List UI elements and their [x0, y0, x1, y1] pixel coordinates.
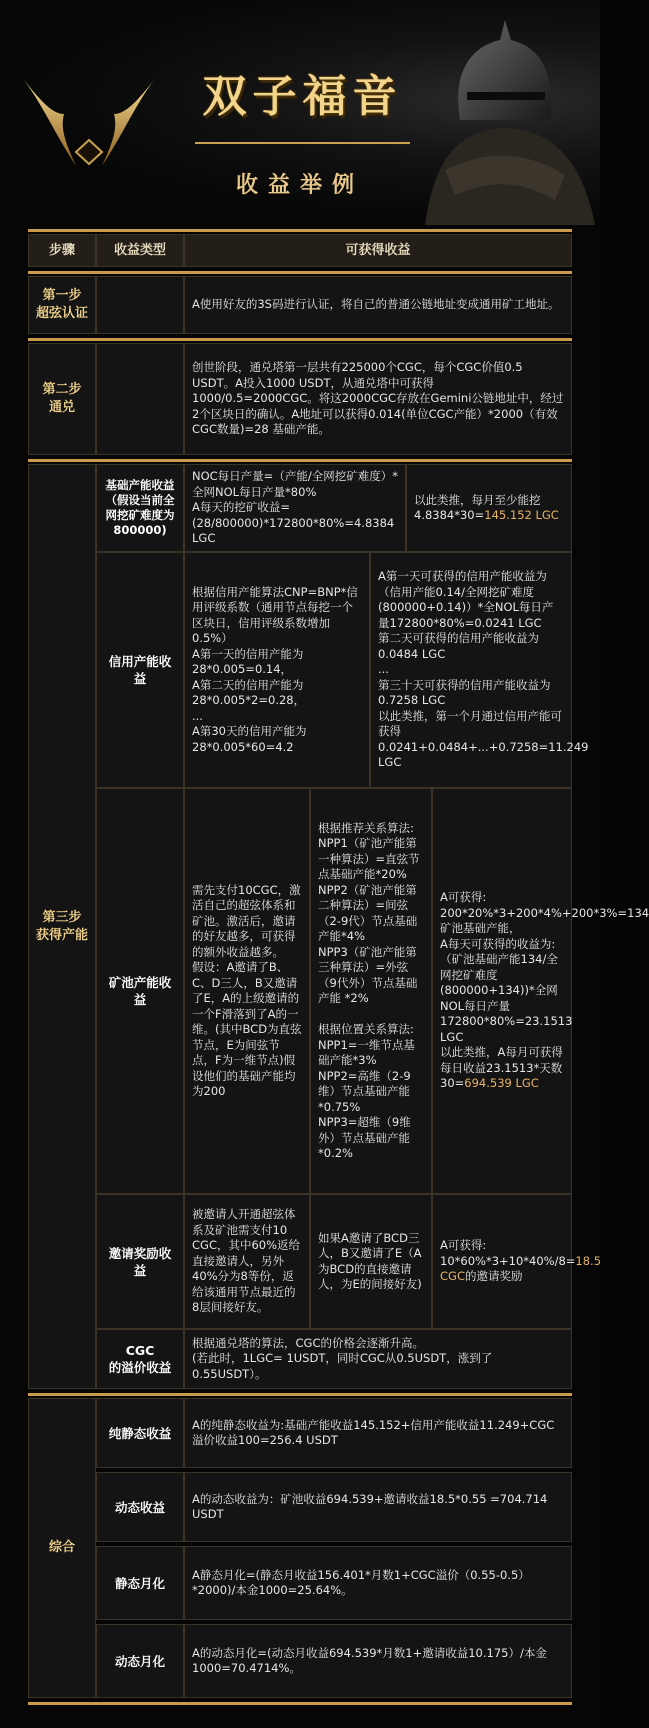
pool-result-text: A可获得: 200*20%*3+200*4%+200*3%=134矿池基础产能， A每天可获得的收益为:（矿池基础产能134/全网挖矿难度(800000+134))*全网NOL每日产量172800*80%=23.1513 LGC 以此类推，A每月可获得每日收益23.1513*天数30= [440, 890, 649, 1091]
cgc-premium-text: 根据通兑塔的算法，CGC的价格会逐渐升高。 (若此时，1LGC= 1USDT，同时CGC从0.5USDT，涨到了0.55USDT）。 [184, 1329, 572, 1389]
static-income-type: 纯静态收益 [96, 1398, 184, 1468]
step3-label-line2: 获得产能 [36, 927, 89, 943]
pool-capacity-intro: 需先支付10CGC，激活自己的超弦体系和矿池。激活后，邀请的好友越多，可获得的额外收益越多。 假设：A邀请了B、C、D三人，B又邀请了E，A的上级邀请的一个F滑落到了A的一维。(其中BCD为直弦节点，E为间弦节点，F为一维节点)假设他们的基础产能均为200 [184, 788, 310, 1194]
invite-reward-desc: 被邀请人开通超弦体系及矿池需支付10 CGC，其中60%返给直接邀请人，另外40%分为8等份，返给该通用节点最近的8层间接好友。 [184, 1194, 310, 1329]
divider [28, 459, 572, 462]
dynamic-income-text: A的动态收益为：矿池收益694.539+邀请收益18.5*0.55 =704.714 USDT [184, 1472, 572, 1542]
page-subtitle: 收益举例 [235, 173, 364, 198]
dynamic-monthly-type: 动态月化 [96, 1624, 184, 1698]
step1-label [28, 276, 96, 334]
step3-label [28, 464, 96, 1389]
divider [28, 1702, 572, 1705]
credit-capacity-type: 信用产能收益 [96, 552, 184, 788]
static-monthly-type: 静态月化 [96, 1546, 184, 1620]
pool-capacity-result [432, 788, 649, 1194]
step2-text-content: 创世阶段，通兑塔第一层共有225000个CGC，每个CGC价值0.5 USDT。A投入1000 USDT，从通兑塔中可获得 1000/0.5=2000CGC。将这2000CGC存放在Gemini公链地址中，经过2个区块日的确认。A地址可以获得0.014(单位CGC产能）*2000（有效CGC数量)=28 基础产能。 [192, 360, 564, 437]
step1-text [184, 276, 572, 334]
summary-label: 综合 [28, 1398, 96, 1698]
basic-result-text: 以此类推，每月至少能挖4.8384*30= [414, 492, 541, 522]
dynamic-monthly-text: A的动态月化=(动态月收益694.539*月数1+邀请收益10.175）/本金1000=70.4714%。 [184, 1624, 572, 1698]
static-income-text: A的纯静态收益为:基础产能收益145.152+信用产能收益11.249+CGC溢价收益100=256.4 USDT [184, 1398, 572, 1468]
basic-capacity-result [406, 464, 572, 552]
step2-label-line2: 通兑 [48, 400, 75, 415]
pool-capacity-type: 矿池产能收益 [96, 788, 184, 1194]
invite-reward-example: 如果A邀请了BCD三人，B又邀请了E（A为BCD的直接邀请人，为E的间接好友) [310, 1194, 432, 1329]
bat-wings-logo-icon [14, 74, 164, 174]
col-header-step: 步骤 [28, 234, 96, 267]
header-banner [0, 0, 600, 225]
divider [28, 229, 572, 232]
step1-type-empty [96, 276, 184, 334]
pool-capacity-rules: 根据推荐关系算法: NPP1（矿池产能第一种算法）=直弦节点基础产能*20% NPP2（矿池产能第二种算法）=间弦（2-9代）节点基础产能*4% NPP3（矿池产能第三种算法）=外弦（9代外）节点基础产能 *2% 根据位置关系算法: NPP1=一维节点基础产能*3% NPP2=高维（2-9维）节点基础产能*0.75% NPP3=超维（9维外）节点基础产能*0.2% [310, 788, 432, 1194]
title-underline [195, 142, 410, 144]
divider [28, 271, 572, 274]
step2-label-line1: 第二步 [42, 382, 82, 397]
step2-label [28, 343, 96, 455]
static-monthly-text: A静态月化=(静态月收益156.401*月数1+CGC溢价（0.55-0.5）*2000)/本金1000=25.64%。 [184, 1546, 572, 1620]
divider [28, 1393, 572, 1396]
step2-type-empty [96, 343, 184, 455]
basic-capacity-calc: NOC每日产量=（产能/全网挖矿难度）*全网NOL每日产量*80% A每天的挖矿收益=(28/800000)*172800*80%=4.8384 LGC [184, 464, 406, 552]
basic-capacity-type: 基础产能收益（假设当前全网挖矿难度为800000) [96, 464, 184, 552]
basic-result-value: 145.152 LGC [484, 508, 559, 522]
invite-result-text: A可获得: 10*60%*3+10*40%/8= [440, 1238, 576, 1268]
step3-label-line1: 第三步 [42, 909, 82, 925]
invite-result-value: 18.5 CGC [440, 1253, 602, 1284]
page-title: 双子福音 [202, 71, 403, 122]
divider [28, 338, 572, 341]
step1-label-line1: 第一步 [42, 288, 82, 303]
dynamic-income-type: 动态收益 [96, 1472, 184, 1542]
invite-result-suffix: 的邀请奖励 [464, 1269, 523, 1284]
title-box [175, 64, 430, 160]
col-header-income: 可获得收益 [184, 234, 572, 267]
pool-result-value: 694.539 LGC [464, 1076, 539, 1091]
cgc-premium-type: CGC 的溢价收益 [96, 1329, 184, 1389]
credit-capacity-calc: 根据信用产能算法CNP=BNP*信用评级系数（通用节点每挖一个区块日，信用评级系数增加0.5%） A第一天的信用产能为 28*0.005=0.14， A第二天的信用产能为 28*0.005*2=0.28， ... A第30天的信用产能为 28*0.005*60=4.2 [184, 552, 370, 788]
credit-capacity-result: A第一天可获得的信用产能收益为（信用产能0.14/全网挖矿难度(800000+0.14)）*全NOL每日产量172800*80%=0.0241 LGC 第二天可获得的信用产能收益为0.0484 LGC ... 第三十天可获得的信用产能收益为0.7258 LGC 以此类推，第一个月通过信用产能可获得 0.0241+0.0484+...+0.7258=11.249 LGC [370, 552, 572, 788]
step1-label-line2: 超弦认证 [36, 306, 89, 321]
step1-text-content: A使用好友的3S码进行认证，将自己的普通公链地址变成通用矿工地址。 [192, 297, 560, 312]
step2-text [184, 343, 572, 455]
invite-reward-type: 邀请奖励收益 [96, 1194, 184, 1329]
invite-reward-result [432, 1194, 602, 1329]
col-header-type: 收益类型 [96, 234, 184, 267]
